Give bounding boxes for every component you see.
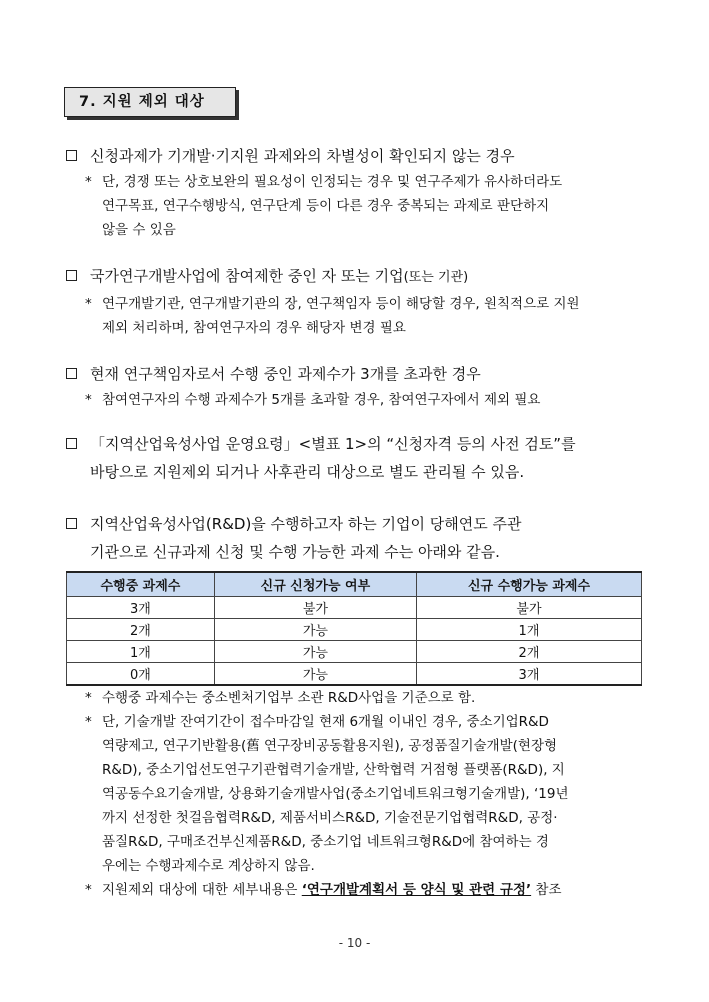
column-header: 신규 수행가능 과제수 [416, 572, 641, 597]
checkbox-square-icon [66, 438, 77, 449]
table-cell: 1개 [67, 641, 215, 663]
asterisk-bullet: * [85, 882, 92, 898]
reference-document-title: ‘연구개발계획서 등 양식 및 관련 규정’ [301, 882, 532, 898]
table-row [67, 641, 642, 663]
exclusion-item-5 [66, 510, 646, 566]
asterisk-bullet: * [85, 392, 92, 408]
reference-note: * 지원제외 대상에 대한 세부내용은 ‘연구개발계획서 등 양식 및 관련 규정’ 참조 [66, 878, 646, 902]
exclusion-item-1 [66, 142, 646, 242]
item-note: * 단, 경쟁 또는 상호보완의 필요성이 인정되는 경우 및 연구주제가 유사하더라도 연구목표, 연구수행방식, 연구단계 등이 다른 경우 중복되는 과제로 판단하지 않을 수 있음 [66, 170, 646, 242]
table-note-1: * 수행중 과제수는 중소벤처기업부 소관 R&D사업을 기준으로 함. [66, 686, 646, 710]
section-title: 7. 지원 제외 대상 [64, 87, 236, 117]
column-header: 수행중 과제수 [67, 572, 215, 597]
item-main-text: 신청과제가 기개발·기지원 과제와의 차별성이 확인되지 않는 경우 [66, 142, 646, 170]
table-row [67, 597, 642, 619]
item-note: * 참여연구자의 수행 과제수가 5개를 초과할 경우, 참여연구자에서 제외 필요 [66, 388, 646, 412]
exclusion-item-3 [66, 360, 646, 412]
item-main-text: 지역산업육성사업(R&D)을 수행하고자 하는 기업이 당해연도 주관 기관으로 신규과제 신청 및 수행 가능한 과제 수는 아래와 같음. [66, 510, 646, 566]
asterisk-bullet: * [85, 174, 92, 190]
page-number: - 10 - [338, 936, 371, 950]
asterisk-bullet: * [85, 714, 92, 730]
exclusion-item-4 [66, 430, 646, 486]
table-cell: 가능 [214, 663, 416, 686]
table-row [67, 663, 642, 686]
checkbox-square-icon [66, 150, 77, 161]
table-cell: 불가 [214, 597, 416, 619]
table-cell: 가능 [214, 619, 416, 641]
item-note: * 연구개발기관, 연구개발기관의 장, 연구책임자 등이 해당할 경우, 원칙적으로 지원 제외 처리하며, 참여연구자의 경우 해당자 변경 필요 [66, 292, 646, 340]
table-cell: 2개 [416, 641, 641, 663]
table-cell: 2개 [67, 619, 215, 641]
item-main-text: 현재 연구책임자로서 수행 중인 과제수가 3개를 초과한 경우 [66, 360, 646, 388]
asterisk-bullet: * [85, 690, 92, 706]
table-header-row [67, 572, 642, 597]
asterisk-bullet: * [85, 296, 92, 312]
exclusion-item-2 [66, 262, 646, 340]
item-main-text: 국가연구개발사업에 참여제한 중인 자 또는 기업(또는 기관) [66, 262, 646, 292]
table-cell: 3개 [67, 597, 215, 619]
table-cell: 1개 [416, 619, 641, 641]
checkbox-square-icon [66, 270, 77, 281]
checkbox-square-icon [66, 368, 77, 379]
task-quota-table [66, 571, 642, 686]
table-note-2: * 단, 기술개발 잔여기간이 접수마감일 현재 6개월 이내인 경우, 중소기업R&D 역량제고, 연구기반활용(舊 연구장비공동활용지원), 공정품질기술개발(현장형 R&D), 중소기업선도연구기관협력기술개발, 산학협력 거점형 플랫폼(R&D), 지 역공동수요기술개발, 상용화기술개발사업(중소기업네트워크형기술개발), ‘19년 까지 선정한 첫걸음협력R&D, 제품서비스R&D, 기술전문기업협력R&D, 공정· 품질R&D, 구매조건부신제품R&D, 중소기업 네트워크형R&D에 참여하는 경 우에는 수행과제수로 계상하지 않음. [66, 710, 646, 878]
table-cell: 0개 [67, 663, 215, 686]
column-header: 신규 신청가능 여부 [214, 572, 416, 597]
table-notes [66, 686, 646, 902]
table-cell: 3개 [416, 663, 641, 686]
table-cell: 가능 [214, 641, 416, 663]
table-row [67, 619, 642, 641]
item-main-text: 「지역산업육성사업 운영요령」<별표 1>의 “신청자격 등의 사전 검토”를 바탕으로 지원제외 되거나 사후관리 대상으로 별도 관리될 수 있음. [66, 430, 646, 486]
table-cell: 불가 [416, 597, 641, 619]
checkbox-square-icon [66, 518, 77, 529]
